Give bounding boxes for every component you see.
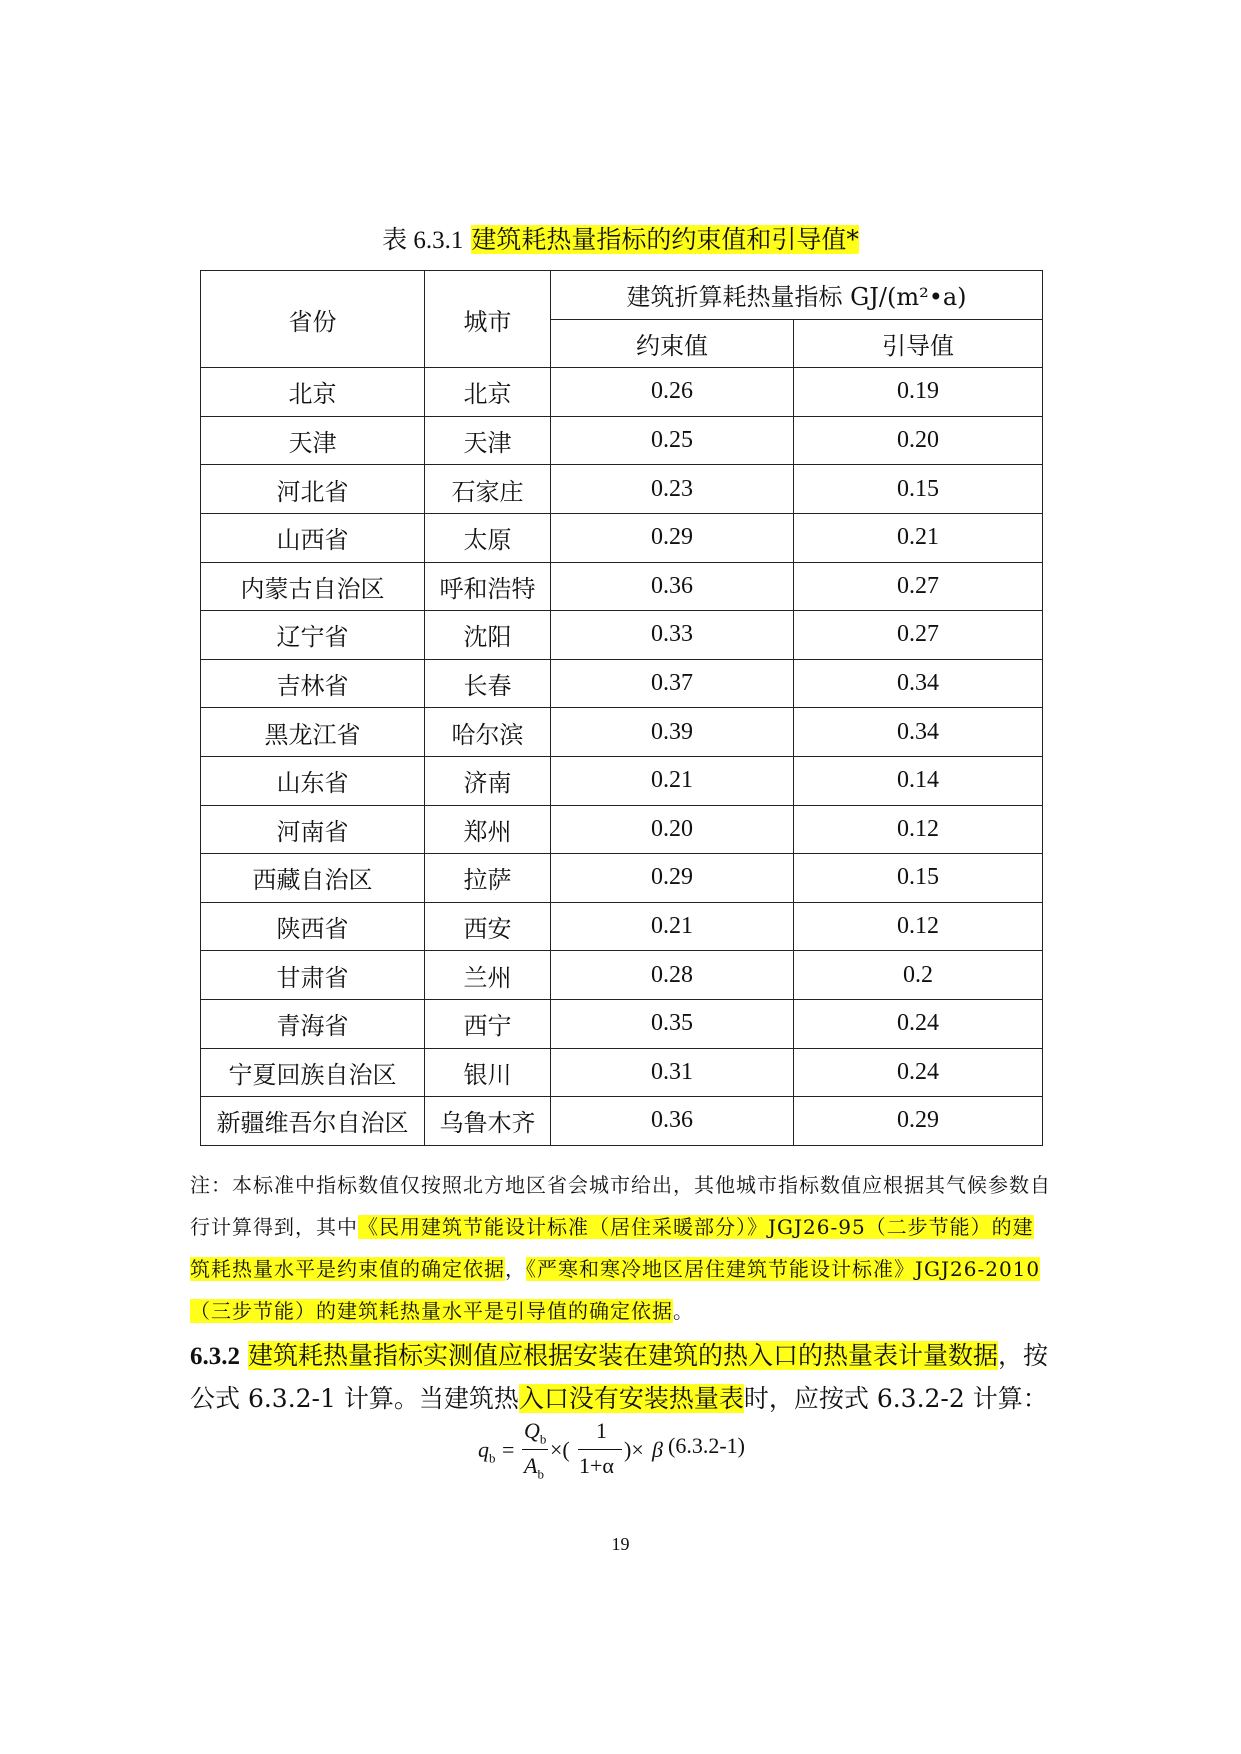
cell-province: 天津 [201,416,425,465]
table-note [190,1164,1052,1332]
note-text-1: 注：本标准中指标数值仅按照北方地区省会城市给出，其他城市指标数值应根据其气候参数自行计算得到，其中 [190,1173,1051,1239]
cell-guide: 0.29 [794,1097,1043,1146]
cell-guide: 0.27 [794,611,1043,660]
cell-province: 吉林省 [201,659,425,708]
page-number: 19 [611,1534,630,1554]
cell-province: 黑龙江省 [201,708,425,757]
note-text-2: ， [505,1257,526,1281]
formula-one-plus-alpha: 1+α [579,1453,614,1478]
cell-constraint: 0.23 [551,465,794,514]
table-row [201,756,1043,805]
cell-constraint: 0.39 [551,708,794,757]
table-title: 建筑耗热量指标的约束值和引导值* [471,225,859,254]
cell-city: 石家庄 [425,465,551,514]
table-row [201,416,1043,465]
cell-city: 兰州 [425,951,551,1000]
table-row [201,854,1043,903]
note-highlight-1: 《民用建筑节能设计标准（居住采暖部分）》JGJ26-95（二步节能）的建筑耗热量水平是约束值的确定依据 [190,1215,1034,1281]
cell-constraint: 0.36 [551,562,794,611]
cell-constraint: 0.26 [551,368,794,417]
header-city: 城市 [425,271,551,368]
cell-city: 拉萨 [425,854,551,903]
table-row [201,999,1043,1048]
cell-city: 太原 [425,513,551,562]
table-caption [0,222,1241,259]
formula-beta: β [652,1437,663,1462]
cell-constraint: 0.37 [551,659,794,708]
cell-constraint: 0.29 [551,854,794,903]
formula-fraction-bar-1 [522,1449,548,1450]
table-row [201,902,1043,951]
cell-constraint: 0.35 [551,999,794,1048]
section-text-2: 时，应按式 6.3.2-2 计算： [743,1384,1048,1413]
cell-constraint: 0.28 [551,951,794,1000]
cell-guide: 0.14 [794,756,1043,805]
section-highlight-1: 建筑耗热量指标实测值应根据安装在建筑的热入口的热量表计量数据 [247,1341,998,1370]
cell-guide: 0.34 [794,708,1043,757]
cell-guide: 0.12 [794,902,1043,951]
table-row [201,1097,1043,1146]
table-row [201,368,1043,417]
cell-constraint: 0.25 [551,416,794,465]
cell-province: 山西省 [201,513,425,562]
table-row [201,611,1043,660]
cell-province: 河北省 [201,465,425,514]
formula-lhs: $q_b$ [478,1437,496,1466]
section-highlight-2: 入口没有安装热量表 [518,1384,744,1413]
cell-guide: 0.27 [794,562,1043,611]
table-row [201,659,1043,708]
cell-province: 山东省 [201,756,425,805]
cell-guide: 0.34 [794,659,1043,708]
cell-guide: 0.24 [794,999,1043,1048]
cell-guide: 0.15 [794,854,1043,903]
table-row [201,951,1043,1000]
cell-province: 宁夏回族自治区 [201,1048,425,1097]
section-paragraph [190,1335,1052,1420]
section-number: 6.3.2 [190,1343,240,1370]
table-row [201,708,1043,757]
cell-province: 西藏自治区 [201,854,425,903]
header-row [201,271,1043,320]
cell-city: 郑州 [425,805,551,854]
formula-label: (6.3.2-1) [668,1433,745,1458]
cell-constraint: 0.21 [551,902,794,951]
header-guide: 引导值 [794,319,1043,368]
table-row [201,805,1043,854]
table-row [201,1048,1043,1097]
cell-city: 西宁 [425,999,551,1048]
header-province: 省份 [201,271,425,368]
note-highlight-2: 《严寒和寒冷地区居住建筑节能设计标准》JGJ26-2010（三步节能）的建筑耗热量水平是引导值的确定依据 [190,1257,1041,1323]
cell-constraint: 0.31 [551,1048,794,1097]
cell-city: 济南 [425,756,551,805]
table-row [201,465,1043,514]
cell-province: 青海省 [201,999,425,1048]
cell-guide: 0.20 [794,416,1043,465]
cell-city: 沈阳 [425,611,551,660]
formula-denominator: $A_b$ [524,1453,544,1482]
heat-index-table [200,270,1043,1146]
cell-province: 北京 [201,368,425,417]
formula-times-close: )× [624,1437,644,1462]
cell-city: 呼和浩特 [425,562,551,611]
table-row [201,562,1043,611]
cell-constraint: 0.21 [551,756,794,805]
cell-constraint: 0.29 [551,513,794,562]
formula-times-open: ×( [550,1437,570,1462]
cell-province: 甘肃省 [201,951,425,1000]
cell-province: 辽宁省 [201,611,425,660]
cell-city: 长春 [425,659,551,708]
formula-one: 1 [596,1418,607,1443]
cell-province: 新疆维吾尔自治区 [201,1097,425,1146]
table-number: 表 6.3.1 [382,227,464,254]
cell-city: 天津 [425,416,551,465]
formula-fraction-bar-2 [578,1449,622,1450]
section-text-1: ，按公式 6.3.2-1 计算。当建筑热 [190,1341,1048,1413]
cell-guide: 0.15 [794,465,1043,514]
cell-constraint: 0.33 [551,611,794,660]
cell-guide: 0.2 [794,951,1043,1000]
table-row [201,513,1043,562]
cell-constraint: 0.20 [551,805,794,854]
header-constraint: 约束值 [551,319,794,368]
cell-province: 河南省 [201,805,425,854]
note-text-3: 。 [673,1299,694,1323]
cell-province: 陕西省 [201,902,425,951]
cell-city: 北京 [425,368,551,417]
formula-numerator: $Q_b$ [524,1418,547,1447]
header-group: 建筑折算耗热量指标 GJ/(m²•a) [551,271,1043,320]
cell-constraint: 0.36 [551,1097,794,1146]
cell-city: 银川 [425,1048,551,1097]
cell-city: 乌鲁木齐 [425,1097,551,1146]
cell-province: 内蒙古自治区 [201,562,425,611]
cell-guide: 0.24 [794,1048,1043,1097]
cell-city: 哈尔滨 [425,708,551,757]
cell-guide: 0.19 [794,368,1043,417]
cell-city: 西安 [425,902,551,951]
cell-guide: 0.21 [794,513,1043,562]
formula-equals: = [502,1437,515,1462]
cell-guide: 0.12 [794,805,1043,854]
